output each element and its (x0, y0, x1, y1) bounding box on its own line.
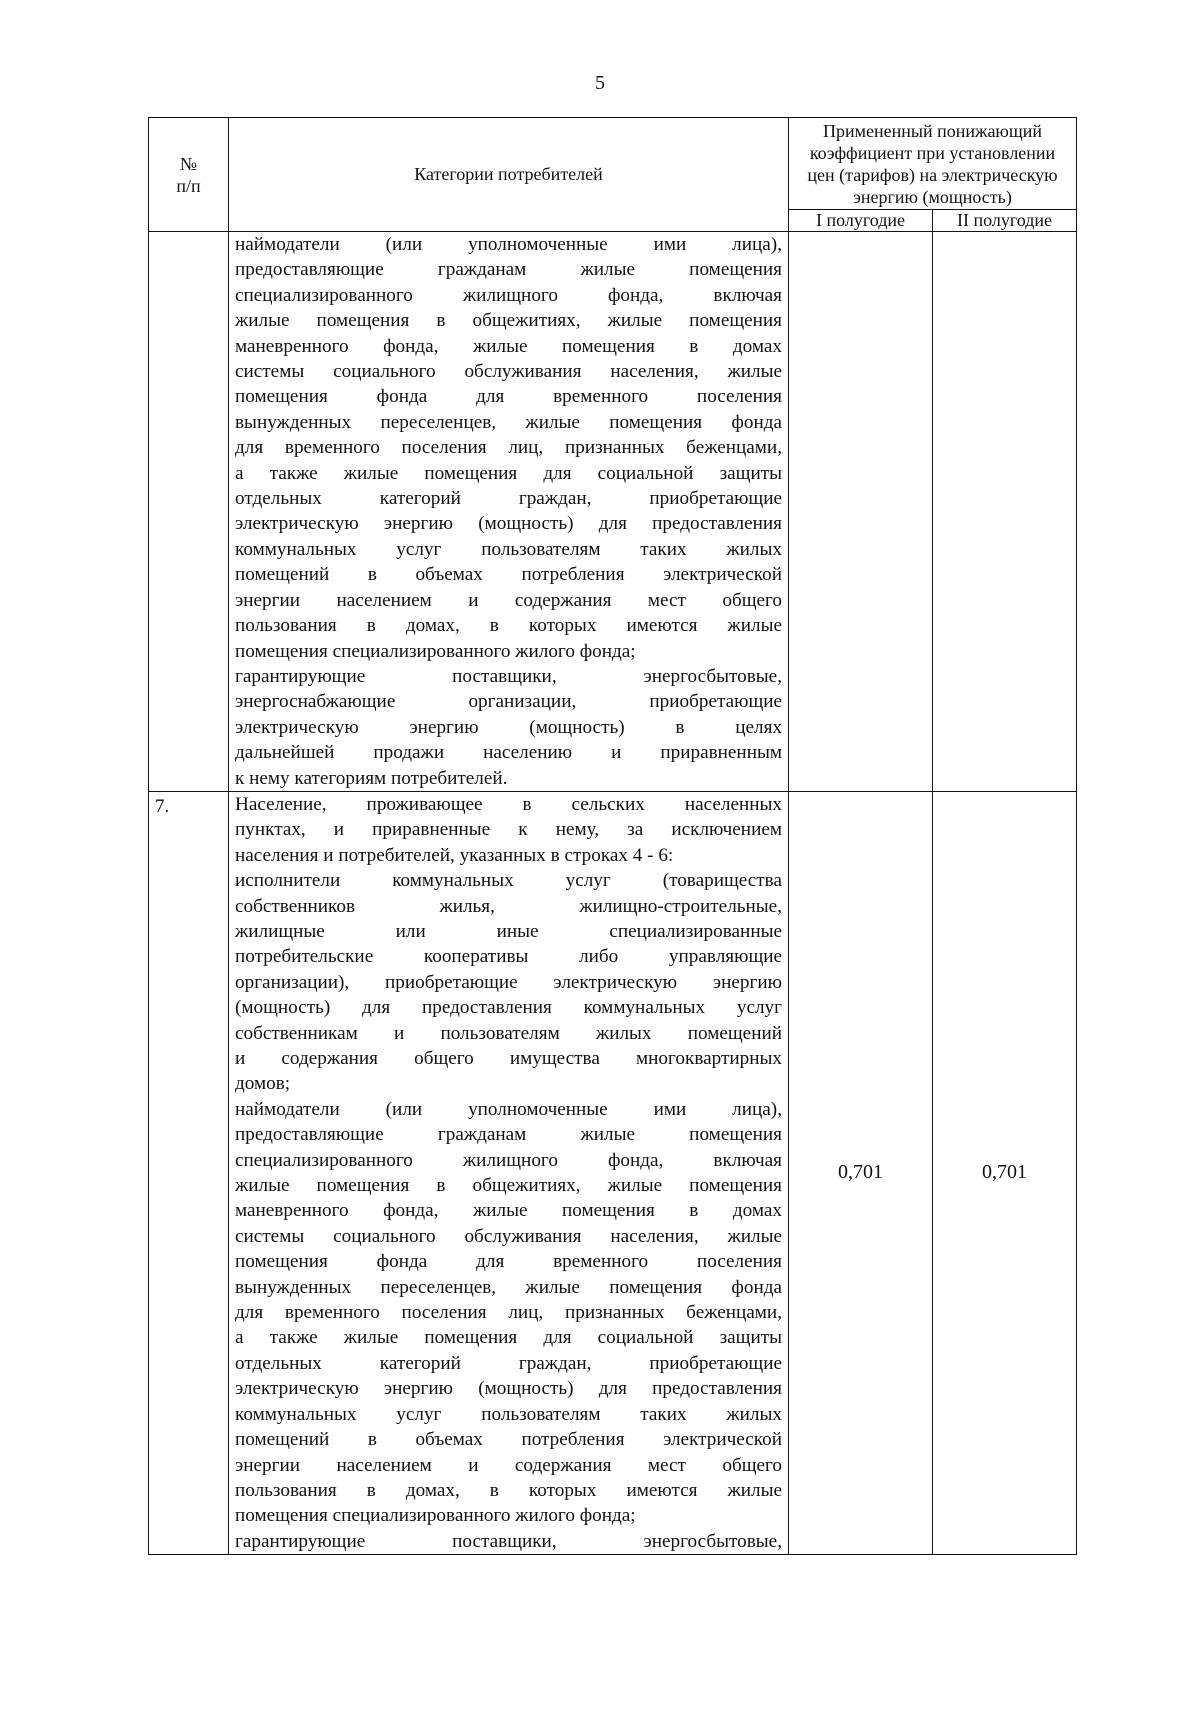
text-line: исполнители коммунальных услуг (товарищества (235, 870, 782, 892)
header-number (149, 118, 229, 232)
row-category-text (229, 232, 789, 792)
text-line: электрическую энергию (мощность) в целях (235, 716, 782, 738)
text-line: вынужденных переселенцев, жилые помещения фонда (235, 411, 782, 433)
header-coefficient-line-1: Примененный понижающий (822, 121, 1043, 141)
table-row (149, 232, 1077, 792)
text-line: энергии населением и содержания мест общего (235, 1454, 782, 1476)
text-line: жилые помещения в общежитиях, жилые помещения (235, 1175, 782, 1197)
text-line: коммунальных услуг пользователям таких жилых (235, 1403, 782, 1425)
text-line: маневренного фонда, жилые помещения в домах (235, 335, 782, 357)
row-number (149, 232, 229, 792)
row-value-half-1: 0,701 (789, 791, 933, 1554)
text-line: потребительские кооперативы либо управляющие (235, 946, 782, 968)
text-line: помещения фонда для временного поселения (235, 1251, 782, 1273)
text-line: организации), приобретающие электрическую энергию (235, 971, 782, 993)
text-line: энергии населением и содержания мест общего (235, 589, 782, 611)
table-row (149, 791, 1077, 1554)
row-value-half-2 (933, 232, 1077, 792)
row-number: 7. (149, 791, 229, 1554)
text-line: а также жилые помещения для социальной защиты (235, 462, 782, 484)
text-line: вынужденных переселенцев, жилые помещения фонда (235, 1276, 782, 1298)
text-line: гарантирующие поставщики, энергосбытовые, (235, 665, 782, 687)
text-line: специализированного жилищного фонда, включая (235, 284, 782, 306)
text-line: пунктах, и приравненные к нему, за исключением (235, 819, 782, 841)
header-half-2: II полугодие (933, 210, 1077, 232)
header-category: Категории потребителей (229, 118, 789, 232)
text-line: (мощность) для предоставления коммунальных услуг (235, 997, 782, 1019)
text-line: и содержания общего имущества многоквартирных (235, 1048, 782, 1069)
text-line: собственников жилья, жилищно-строительные, (235, 895, 782, 917)
row-value-half-2: 0,701 (933, 791, 1077, 1554)
page-number: 5 (595, 72, 605, 94)
text-line: для временного поселения лиц, признанных беженцами, (235, 1302, 782, 1324)
text-line: отдельных категорий граждан, приобретающие (235, 488, 782, 510)
text-line: предоставляющие гражданам жилые помещения (235, 1124, 782, 1146)
header-number-line-1: № (179, 153, 198, 174)
text-line: системы социального обслуживания населения, жилые (235, 361, 782, 383)
header-coefficient-line-3: цен (тарифов) на электрическую (807, 165, 1058, 185)
text-line: помещений в объемах потребления электрической (235, 1429, 782, 1451)
text-line: пользования в домах, в которых имеются жилые (235, 1479, 782, 1501)
tariff-coefficient-table (148, 117, 1077, 1555)
text-line: помещений в объемах потребления электрической (235, 564, 782, 586)
text-line: наймодатели (или уполномоченные ими лица), (235, 1098, 782, 1120)
text-line: коммунальных услуг пользователям таких жилых (235, 538, 782, 560)
header-coefficient (789, 118, 1077, 210)
text-line: жилые помещения в общежитиях, жилые помещения (235, 310, 782, 332)
text-line: системы социального обслуживания населения, жилые (235, 1225, 782, 1247)
text-line: дальнейшей продажи населению и приравненным (235, 742, 782, 764)
text-line: гарантирующие поставщики, энергосбытовые, (235, 1530, 782, 1552)
text-line: пользования в домах, в которых имеются жилые (235, 615, 782, 637)
header-number-line-2: п/п (176, 175, 201, 196)
text-line: Население, проживающее в сельских населенных (235, 793, 782, 815)
text-line: специализированного жилищного фонда, включая (235, 1149, 782, 1171)
text-line: энергоснабжающие организации, приобретающие (235, 691, 782, 713)
text-line: к нему категориям потребителей. (235, 767, 508, 789)
text-line: жилищные или иные специализированные (235, 920, 782, 942)
header-coefficient-line-2: коэффициент при установлении (809, 143, 1056, 163)
text-line: помещения фонда для временного поселения (235, 386, 782, 408)
row-value-half-1 (789, 232, 933, 792)
text-line: помещения специализированного жилого фонда; (235, 1505, 636, 1527)
header-half-1: I полугодие (789, 210, 933, 232)
row-category-text (229, 791, 789, 1554)
text-line: собственникам и пользователям жилых помещений (235, 1022, 782, 1044)
text-line: домов; (235, 1073, 291, 1095)
text-line: а также жилые помещения для социальной защиты (235, 1327, 782, 1349)
text-line: населения и потребителей, указанных в строках 4 - 6: (235, 844, 674, 866)
text-line: помещения специализированного жилого фонда; (235, 640, 636, 662)
text-line: маневренного фонда, жилые помещения в домах (235, 1200, 782, 1222)
text-line: электрическую энергию (мощность) для предоставления (235, 1378, 782, 1400)
text-line: наймодатели (или уполномоченные ими лица), (235, 234, 782, 255)
text-line: отдельных категорий граждан, приобретающие (235, 1352, 782, 1374)
text-line: электрическую энергию (мощность) для предоставления (235, 513, 782, 535)
text-line: предоставляющие гражданам жилые помещения (235, 259, 782, 281)
text-line: для временного поселения лиц, признанных беженцами, (235, 437, 782, 459)
header-coefficient-line-4: энергию (мощность) (853, 187, 1012, 207)
